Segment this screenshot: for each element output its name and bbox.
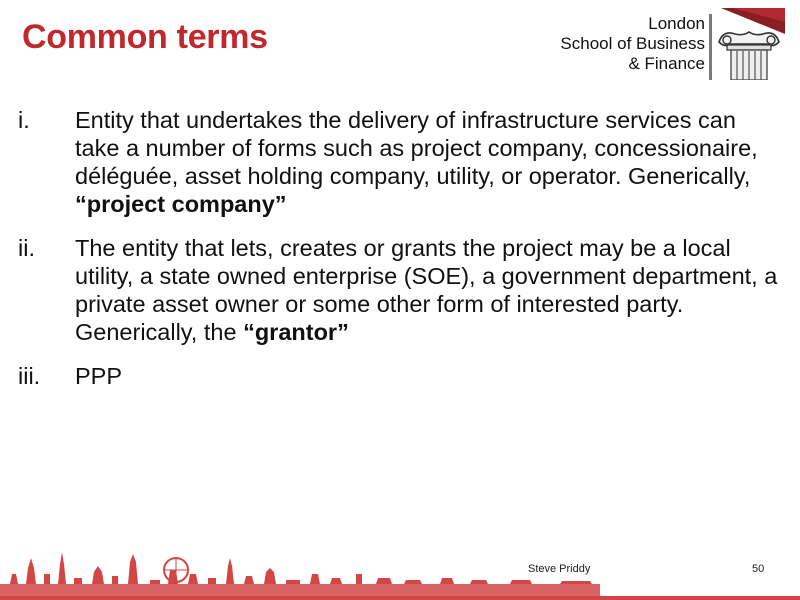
slide-title: Common terms (22, 18, 268, 56)
logo-text (553, 14, 705, 74)
item-number: i. (18, 107, 30, 133)
logo-line-1: London (648, 14, 705, 33)
list-item (18, 362, 778, 390)
item-number: ii. (18, 235, 35, 261)
item-text: PPP (75, 363, 123, 389)
list-item (18, 234, 778, 346)
logo-line-3: & Finance (628, 54, 705, 73)
item-bold-term: “grantor” (243, 319, 349, 345)
list-item (18, 106, 778, 218)
column-capital-icon (713, 8, 785, 80)
item-text: Entity that undertakes the delivery of infrastructure services can take a number of forms such as project company, concessionaire, déléguée, asset holding company, utility, or operator. Generically, (75, 107, 758, 189)
logo-divider (709, 14, 712, 80)
footer-author: Steve Priddy (528, 563, 591, 575)
item-bold-term: “project company” (75, 191, 287, 217)
item-number: iii. (18, 363, 41, 389)
lsbf-logo (553, 8, 785, 80)
item-text: The entity that lets, creates or grants the project may be a local utility, a state owned enterprise (SOE), a government department, a private asset owner or some other form of interested party. Generically, the (75, 235, 778, 345)
logo-line-2: School of Business (560, 34, 705, 53)
page-number: 50 (752, 563, 765, 575)
london-skyline-image (0, 544, 800, 600)
bullet-list (18, 106, 778, 406)
